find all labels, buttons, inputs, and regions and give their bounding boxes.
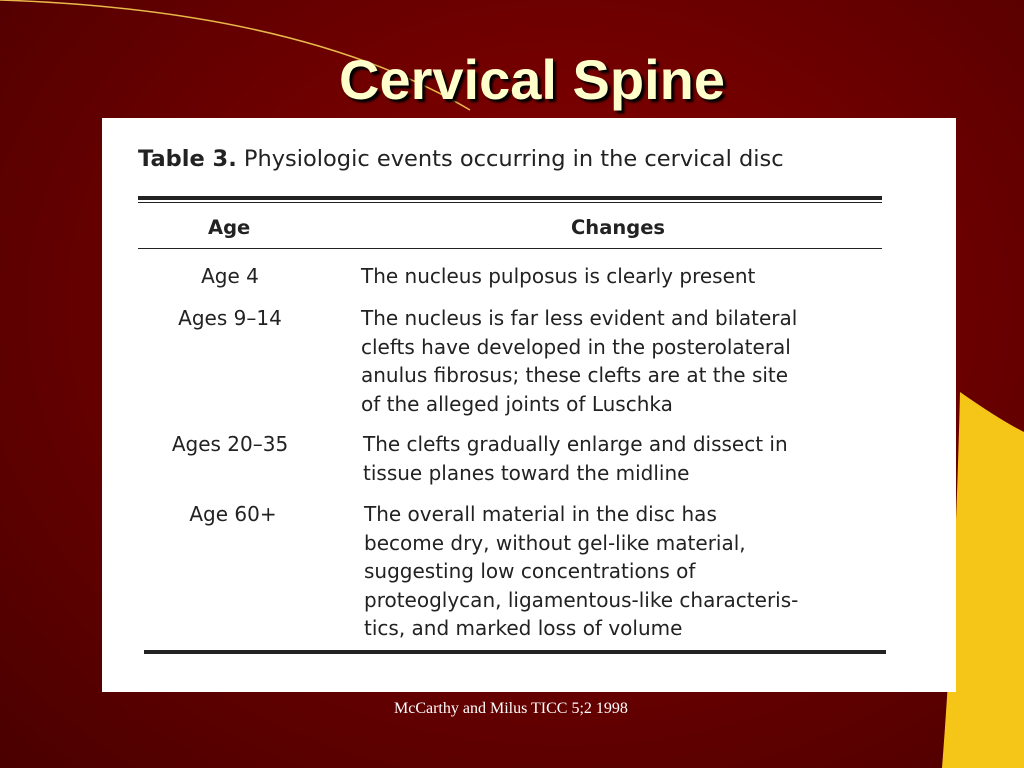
change-line: The nucleus pulposus is clearly present bbox=[361, 264, 756, 288]
column-header-age: Age bbox=[208, 216, 251, 239]
table-caption-text: Physiologic events occurring in the cervical disc bbox=[236, 146, 784, 172]
table-top-rule-thin bbox=[138, 202, 882, 203]
change-line: proteoglycan, ligamentous-like characteris- bbox=[364, 587, 799, 612]
table-row-changes bbox=[364, 500, 798, 643]
change-line: suggesting low concentrations of bbox=[364, 559, 696, 583]
change-line: tissue planes toward the midline bbox=[363, 460, 690, 485]
table-row-changes bbox=[361, 304, 797, 418]
change-line: anulus fibrosus; these clefts are at the site bbox=[361, 363, 789, 387]
change-line: The nucleus is far less evident and bilateral bbox=[361, 306, 798, 330]
table-caption bbox=[138, 146, 898, 172]
change-line: become dry, without gel-like material, bbox=[364, 530, 746, 555]
table-row-age: Ages 20–35 bbox=[171, 432, 289, 456]
slide-title: Cervical Spine bbox=[339, 48, 725, 111]
change-line: tics, and marked loss of volume bbox=[364, 616, 683, 640]
change-line: clefts have developed in the posterolateral bbox=[361, 334, 791, 359]
table-row-age: Age 4 bbox=[201, 264, 259, 288]
table-row-age: Age 60+ bbox=[189, 502, 277, 526]
table-header-rule bbox=[138, 248, 882, 249]
change-line: The overall material in the disc has bbox=[364, 502, 717, 526]
column-header-changes: Changes bbox=[571, 216, 666, 239]
table-row-changes bbox=[361, 262, 755, 291]
table-row-age: Ages 9–14 bbox=[178, 306, 282, 330]
change-line: of the alleged joints of Luschka bbox=[361, 391, 673, 416]
table-caption-label: Table 3. bbox=[138, 146, 237, 172]
change-line: The clefts gradually enlarge and dissect in bbox=[363, 432, 788, 456]
table-row-changes bbox=[363, 430, 788, 487]
table-top-rule bbox=[138, 196, 882, 200]
table-bottom-rule bbox=[144, 650, 886, 654]
citation-text: McCarthy and Milus TICC 5;2 1998 bbox=[394, 700, 628, 717]
table-image-panel bbox=[102, 118, 956, 692]
